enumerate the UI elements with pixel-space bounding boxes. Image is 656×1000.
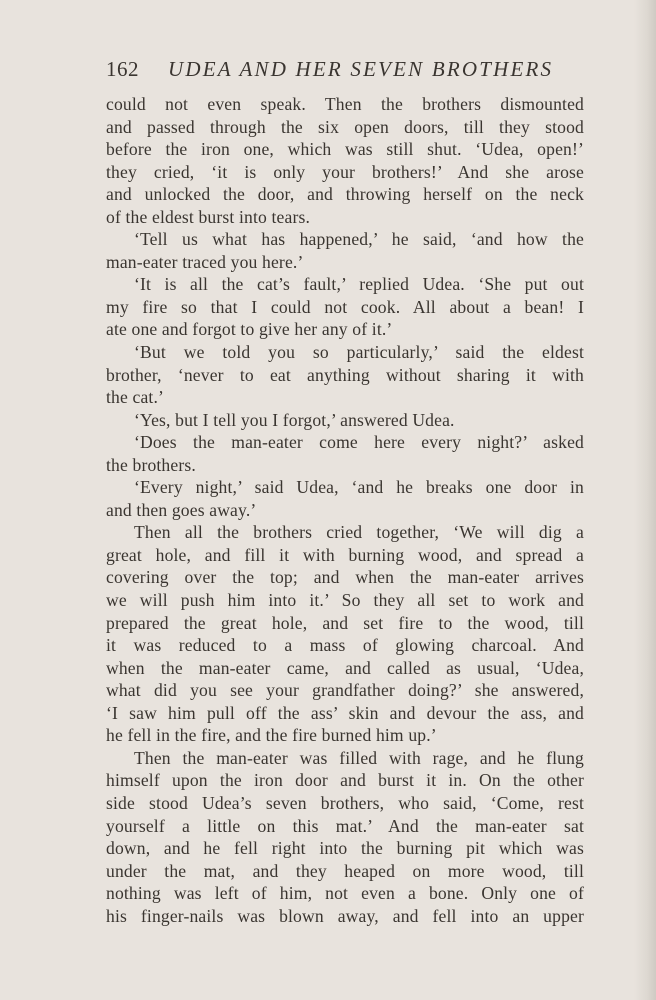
text-line: what did you see your grandfather doing?’ she answered, xyxy=(106,680,584,701)
text-line: when the man-eater came, and called as usual, ‘Udea, xyxy=(106,657,584,678)
text-line: before the iron one, which was still shut. ‘Udea, open!’ xyxy=(106,139,584,160)
text-line: prepared the great hole, and set fire to the wood, till xyxy=(106,612,584,633)
text-line: we will push him into it.’ So they all set to work and xyxy=(106,590,584,611)
text-line: and unlocked the door, and throwing herself on the neck xyxy=(106,184,584,205)
text-line: the cat.’ xyxy=(106,387,165,408)
text-line: man-eater traced you here.’ xyxy=(106,251,304,272)
text-line: under the mat, and they heaped on more wood, till xyxy=(106,860,584,881)
text-line: my fire so that I could not cook. All about a bean! I xyxy=(106,296,584,317)
text-line: of the eldest burst into tears. xyxy=(106,206,310,227)
text-line: ‘Tell us what has happened,’ he said, ‘and how the xyxy=(134,229,584,250)
text-line: and then goes away.’ xyxy=(106,499,257,520)
text-line: ‘Every night,’ said Udea, ‘and he breaks one door in xyxy=(134,477,584,498)
text-line: down, and he fell right into the burning pit which was xyxy=(106,838,584,859)
text-line: ‘But we told you so particularly,’ said the eldest xyxy=(134,342,584,363)
text-line: ‘It is all the cat’s fault,’ replied Udea. ‘She put out xyxy=(134,274,584,295)
page-number: 162 xyxy=(106,57,139,81)
text-line: they cried, ‘it is only your brothers!’ And she arose xyxy=(106,161,584,182)
text-line: nothing was left of him, not even a bone. Only one of xyxy=(106,883,584,904)
text-line: ‘Yes, but I tell you I forgot,’ answered Udea. xyxy=(134,409,455,430)
text-line: he fell in the fire, and the fire burned him up.’ xyxy=(106,725,437,746)
text-line: could not even speak. Then the brothers dismounted xyxy=(106,94,584,114)
text-line: himself upon the iron door and burst it in. On the other xyxy=(106,770,584,791)
page-header xyxy=(106,55,586,91)
text-line: ate one and forgot to give her any of it.’ xyxy=(106,319,393,340)
running-title: UDEA AND HER SEVEN BROTHERS xyxy=(168,57,554,81)
text-line: ‘Does the man-eater come here every night?’ asked xyxy=(134,432,584,453)
text-line: it was reduced to a mass of glowing charcoal. And xyxy=(106,635,584,656)
text-line: covering over the top; and when the man-eater arrives xyxy=(106,567,584,588)
text-line: his finger-nails was blown away, and fell into an upper xyxy=(106,905,584,926)
text-line: and passed through the six open doors, till they stood xyxy=(106,116,584,137)
text-line: Then the man-eater was filled with rage, and he flung xyxy=(134,747,584,768)
body-text xyxy=(106,93,584,927)
page-edge-shadow xyxy=(634,0,656,1000)
text-line: side stood Udea’s seven brothers, who said, ‘Come, rest xyxy=(106,792,584,813)
text-line: brother, ‘never to eat anything without sharing it with xyxy=(106,364,584,385)
text-line: yourself a little on this mat.’ And the man-eater sat xyxy=(106,815,584,836)
text-line: great hole, and fill it with burning wood, and spread a xyxy=(106,544,584,565)
text-line: Then all the brothers cried together, ‘We will dig a xyxy=(134,522,584,543)
text-line: ‘I saw him pull off the ass’ skin and devour the ass, and xyxy=(106,702,584,723)
text-line: the brothers. xyxy=(106,454,196,475)
